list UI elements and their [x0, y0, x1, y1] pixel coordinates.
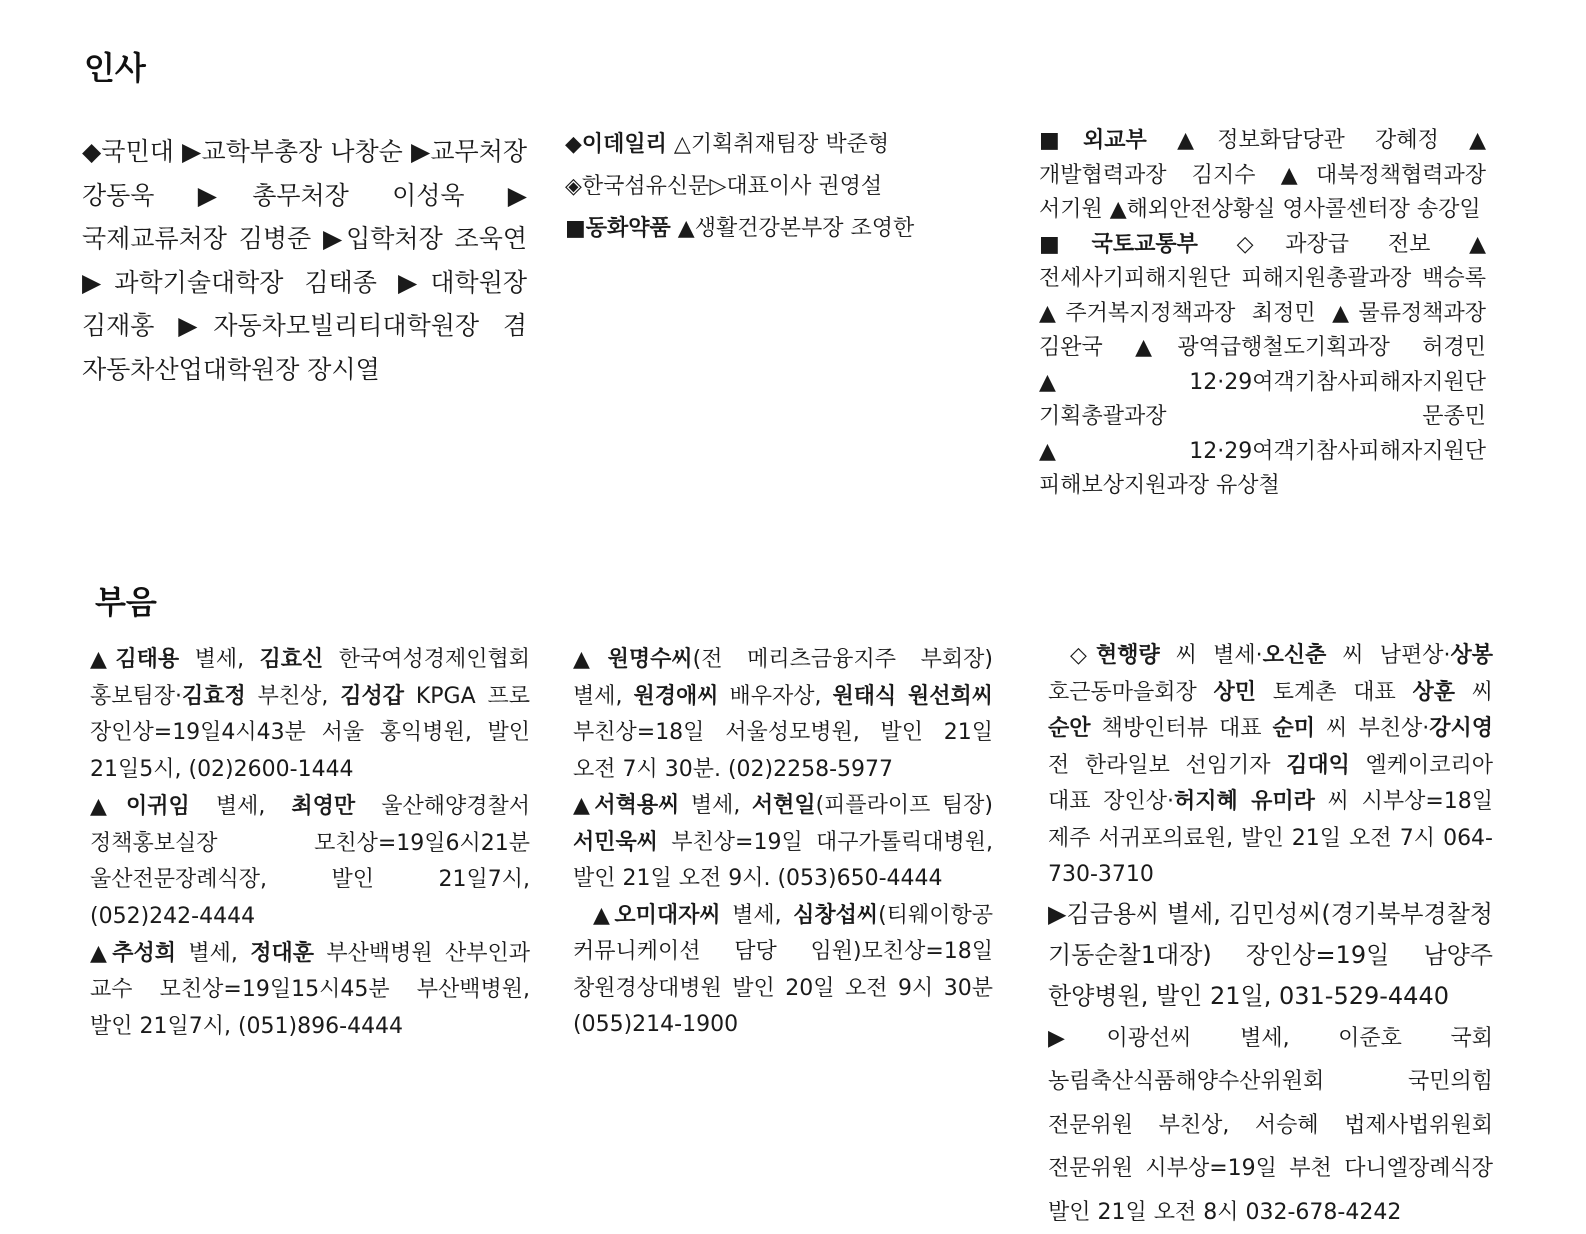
obituary-entry — [90, 642, 530, 789]
entry-text: 씨 — [1455, 680, 1493, 705]
entry-text: 별세, — [190, 794, 292, 819]
obituary-entry — [90, 936, 530, 1046]
family-name: 순안 — [1048, 716, 1091, 741]
deceased-name: ▲오미대자씨 — [593, 903, 721, 928]
org-name: ◆이데일리 — [565, 132, 667, 157]
entry-text: 별세, — [679, 793, 751, 818]
entry-text: 별세, — [176, 941, 250, 966]
entry-text: 부친상=18일 서울성모병원, 발인 21일 오전 7시 30분. (02)2258-5977 — [573, 720, 993, 782]
family-name: 강시영 — [1429, 716, 1493, 741]
family-name: 김효정 — [182, 684, 246, 709]
deceased-name: ▲서혁용씨 — [573, 793, 679, 818]
entry-text: 부산백병원 산부인과 교수 모친상=19일15시45분 부산백병원, 발인 21일7시, (051)896-4444 — [90, 941, 530, 1039]
insa-entry — [565, 124, 1005, 166]
insa-column-2 — [565, 124, 1005, 250]
section-title-insa: 인사 — [84, 48, 146, 88]
entry-text: 한국여성경제인협회 홍보팀장· — [90, 647, 530, 709]
family-name: 원경애씨 — [634, 684, 719, 709]
org-name: ■국토교통부 — [1039, 232, 1198, 257]
entry-text: ▲생활건강본부장 조영한 — [671, 216, 914, 241]
entry-text: 울산해양경찰서 정책홍보실장 모친상=19일6시21분 울산전문장례식장, 발인 21일7시, (052)242-4444 — [90, 794, 530, 929]
deceased-name: ▲원명수씨 — [573, 647, 693, 672]
obituary-entry — [573, 642, 993, 788]
org-name: ■동화약품 — [565, 216, 671, 241]
org-name: ■외교부 — [1039, 128, 1147, 153]
insa-entry — [1039, 124, 1486, 228]
org-name: ◈한국섬유신문 — [565, 174, 709, 199]
entry-marker: ◇ — [1070, 643, 1096, 668]
deceased-name: ▲김태용 — [90, 647, 179, 672]
deceased-name: ▲추성희 — [90, 941, 176, 966]
family-name: 심창섭씨 — [793, 903, 878, 928]
family-name: 오신춘 — [1263, 643, 1327, 668]
entry-text: (전 메리츠금융지주 부회장) 별세, — [573, 647, 993, 709]
entry-text: 배우자상, — [719, 684, 833, 709]
insa-entry — [1039, 228, 1486, 504]
entry-text: 엘케이코리아 대표 장인상· — [1048, 753, 1493, 815]
insa-entry — [565, 166, 1005, 208]
insa-entry — [565, 208, 1005, 250]
bueum-column-1 — [90, 642, 530, 1046]
family-name: 김대익 — [1286, 753, 1350, 778]
entry-text: 별세, — [721, 903, 793, 928]
family-name: 상훈 — [1412, 680, 1455, 705]
family-name: 상민 — [1214, 680, 1257, 705]
entry-text: (티웨이항공 커뮤니케이션 담당 임원)모친상=18일 창원경상대병원 발인 20일 오전 9시 30분 (055)214-1900 — [573, 903, 993, 1038]
insa-entry-kookmin: ◆국민대 ▶교학부총장 나창순 ▶교무처장 강동욱 ▶총무처장 이성욱 ▶국제교류처장 김병준 ▶입학처장 조욱연 ▶과학기술대학장 김태종 ▶대학원장 김재홍 ▶자동차모빌리티대학원장 겸 자동차산업대학원장 장시열 — [82, 130, 527, 391]
obituary-entry — [573, 788, 993, 898]
family-name: 정대훈 — [250, 941, 314, 966]
entry-text: (피플라이프 팀장) — [816, 793, 993, 818]
family-name: 원태식 원선희씨 — [833, 684, 993, 709]
bueum-column-2 — [573, 642, 993, 1044]
entry-text: 부친상, — [246, 684, 340, 709]
entry-text: 씨 별세· — [1160, 643, 1263, 668]
entry-text: 별세, — [179, 647, 259, 672]
bueum-column-3 — [1048, 638, 1493, 1234]
family-name: 순미 — [1273, 716, 1316, 741]
obituary-entry: ▶김금용씨 별세, 김민성씨(경기북부경찰청 기동순찰1대장) 장인상=19일 남양주 한양병원, 발인 21일, 031-529-4440 — [1048, 894, 1493, 1017]
deceased-name: 현행량 — [1096, 643, 1160, 668]
entry-text: △기획취재팀장 박준형 — [667, 132, 889, 157]
entry-text: ▲정보화담당관 강혜정 ▲개발협력과장 김지수 ▲대북정책협력과장 서기원 ▲해외안전상황실 영사콜센터장 송강일 — [1039, 128, 1486, 222]
family-name: 김효신 — [260, 647, 324, 672]
family-name: 상봉 — [1450, 643, 1493, 668]
entry-text: 전 한라일보 선임기자 — [1048, 753, 1286, 778]
entry-text: ▷대표이사 권영설 — [709, 174, 882, 199]
entry-text: 토계촌 대표 — [1256, 680, 1412, 705]
family-name: 최영만 — [291, 794, 355, 819]
entry-text: 호근동마을회장 — [1048, 680, 1214, 705]
section-title-bueum: 부음 — [95, 582, 157, 622]
insa-column-1 — [82, 130, 527, 391]
family-name: 허지혜 유미라 — [1174, 789, 1315, 814]
obituary-entry — [573, 898, 993, 1044]
entry-text: ◇과장급 전보 ▲전세사기피해지원단 피해지원총괄과장 백승록 ▲주거복지정책과장 최정민 ▲물류정책과장 김완국 ▲광역급행철도기획과장 허경민 ▲12·29여객기참사피해자지원단 기획총괄과장 문종민 ▲12·29여객기참사피해자지원단 피해보상지원과장 유상철 — [1039, 232, 1486, 499]
entry-text: 씨 시부상=18일 제주 서귀포의료원, 발인 21일 오전 7시 064-730-3710 — [1048, 789, 1493, 887]
family-name: 서민욱씨 — [573, 830, 658, 855]
obituary-entry: ▶이광선씨 별세, 이준호 국회 농림축산식품해양수산위원회 국민의힘 전문위원 부친상, 서승혜 법제사법위원회 전문위원 시부상=19일 부천 다니엘장례식장 발인 21일 오전 8시 032-678-4242 — [1048, 1017, 1493, 1234]
entry-text: 씨 부친상· — [1315, 716, 1429, 741]
deceased-name: ▲이귀임 — [90, 794, 190, 819]
insa-column-3 — [1039, 124, 1486, 504]
obituary-entry — [1048, 638, 1493, 894]
entry-text: 책방인터뷰 대표 — [1091, 716, 1273, 741]
entry-text: KPGA 프로 장인상=19일4시43분 서울 홍익병원, 발인 21일5시, (02)2600-1444 — [90, 684, 530, 782]
entry-text: 부친상=19일 대구가톨릭대병원, 발인 21일 오전 9시. (053)650-4444 — [573, 830, 993, 892]
family-name: 서현일 — [752, 793, 816, 818]
entry-text: 씨 남편상· — [1326, 643, 1450, 668]
obituary-entry — [90, 789, 530, 936]
family-name: 김성갑 — [340, 684, 404, 709]
